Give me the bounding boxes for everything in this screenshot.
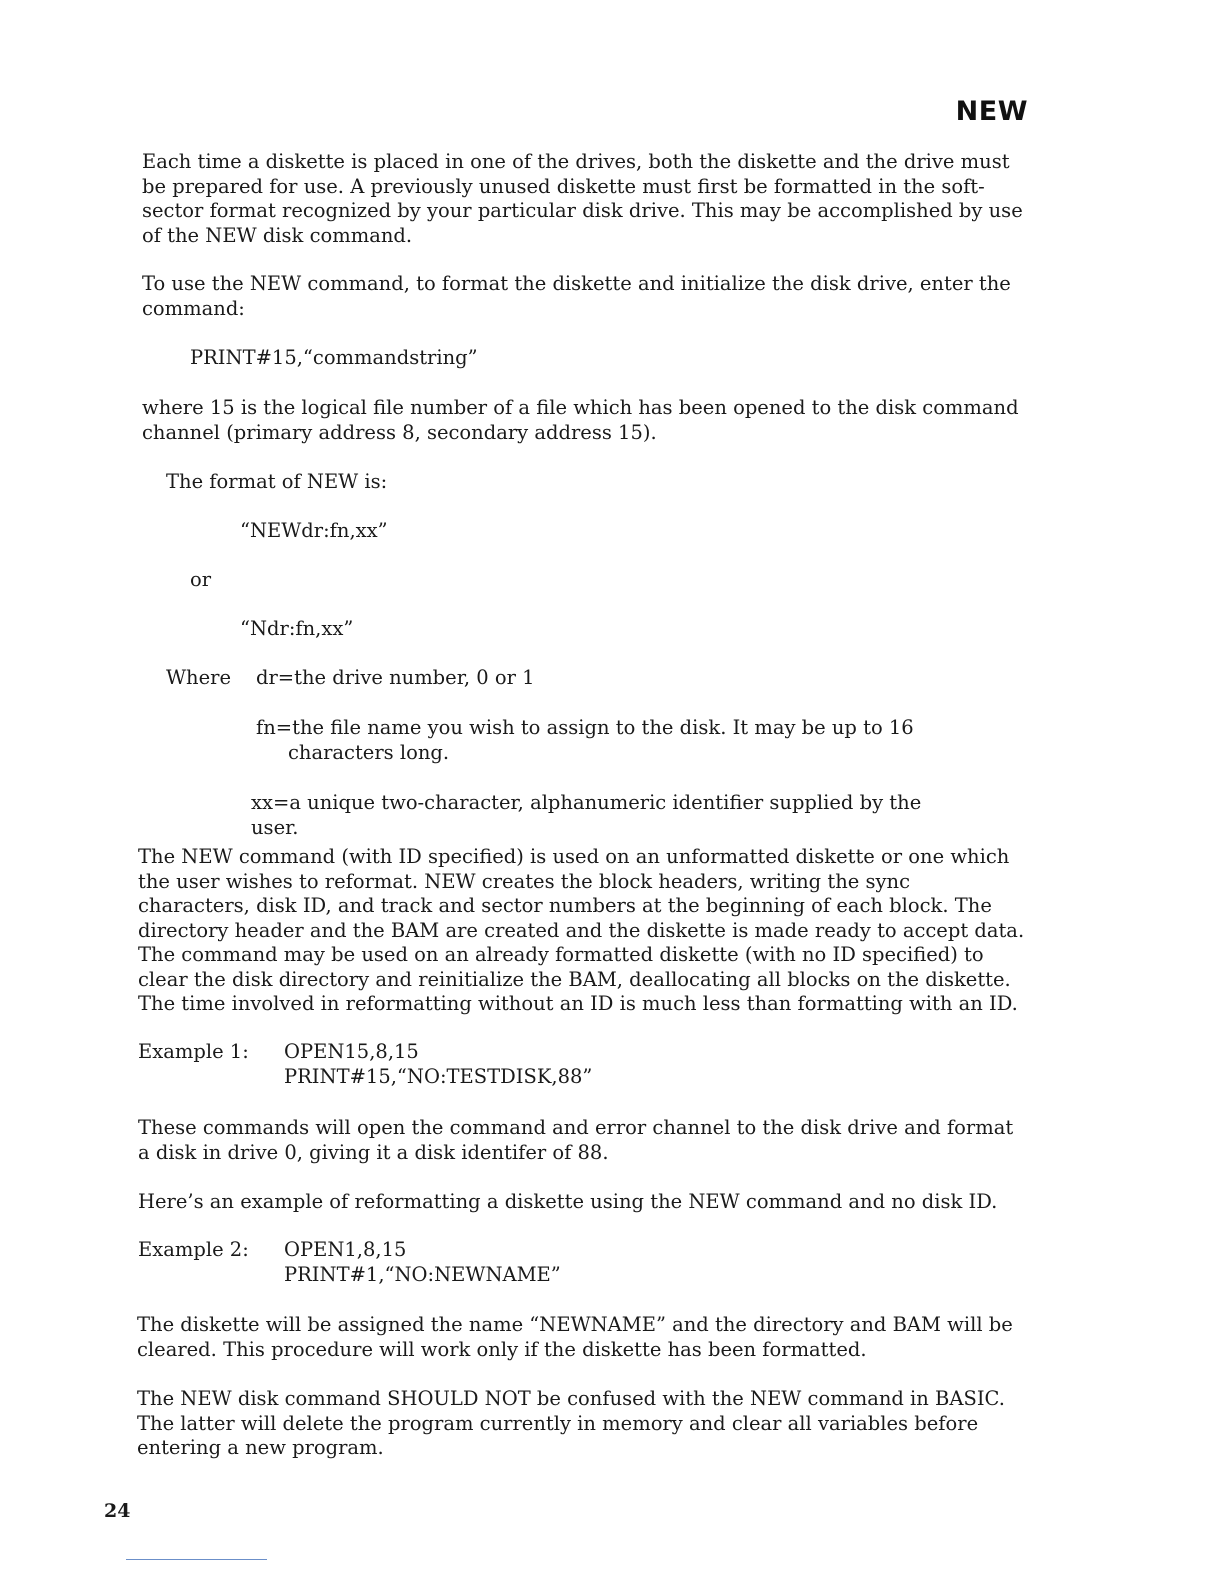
example-2-line-1: OPEN1,8,15 bbox=[284, 1238, 407, 1261]
example-2-intro: Here’s an example of reformatting a diskette using the NEW command and no disk ID. bbox=[138, 1190, 998, 1213]
format-long-code: “NEWdr:fn,xx” bbox=[240, 519, 388, 542]
definition-xx: xx=a unique two-character, alphanumeric identifier supplied by the user. bbox=[251, 791, 922, 839]
footer-divider bbox=[126, 1559, 267, 1560]
where-label: Where bbox=[166, 666, 232, 689]
intro-paragraph: Each time a diskette is placed in one of the drives, both the diskette and the drive must be prepared for use. A previously unused diskette must first be formatted in the soft-sector format recognized by your particular disk drive. This may be accomplished by use of the NEW disk command. bbox=[142, 150, 1023, 247]
warning-paragraph: The NEW disk command SHOULD NOT be confused with the NEW command in BASIC. The latter will delete the program currently in memory and clear all variables before entering a new program. bbox=[137, 1387, 1005, 1459]
example-1-line-1: OPEN15,8,15 bbox=[284, 1040, 419, 1063]
example-1-code bbox=[284, 1040, 592, 1089]
page-number: 24 bbox=[104, 1500, 131, 1522]
example-2-explanation: The diskette will be assigned the name “NEWNAME” and the directory and BAM will be cleared. This procedure will work only if the diskette has been formatted. bbox=[137, 1313, 1013, 1361]
format-short-code: “Ndr:fn,xx” bbox=[240, 617, 354, 640]
usage-paragraph: To use the NEW command, to format the diskette and initialize the disk drive, enter the command: bbox=[142, 272, 1011, 320]
description-paragraph: The NEW command (with ID specified) is used on an unformatted diskette or one which the user wishes to reformat. NEW creates the block headers, writing the sync characters, disk ID, and track and sector numbers at the beginning of each block. The directory header and the BAM are created and the diskette is made ready to accept data. The command may be used on an already formatted diskette (with no ID specified) to clear the disk directory and reinitialize the BAM, deallocating all blocks on the diskette. The time involved in reformatting without an ID is much less than formatting with an ID. bbox=[138, 845, 1025, 1015]
example-2-label: Example 2: bbox=[138, 1238, 249, 1261]
or-label: or bbox=[190, 568, 212, 591]
example-2-line-2: PRINT#1,“NO:NEWNAME” bbox=[284, 1262, 561, 1286]
example-1-label: Example 1: bbox=[138, 1040, 249, 1063]
format-intro-text: The format of NEW is: bbox=[166, 470, 388, 493]
print-command-code: PRINT#15,“commandstring” bbox=[190, 346, 478, 369]
definition-dr: dr=the drive number, 0 or 1 bbox=[256, 666, 535, 689]
example-2-code bbox=[284, 1238, 561, 1287]
definition-fn: fn=the file name you wish to assign to the disk. It may be up to 16 characters long. bbox=[256, 716, 914, 764]
page-heading: NEW bbox=[955, 96, 1028, 127]
channel-paragraph: where 15 is the logical file number of a file which has been opened to the disk command channel (primary address 8, secondary address 15). bbox=[142, 396, 1019, 444]
example-1-line-2: PRINT#15,“NO:TESTDISK,88” bbox=[284, 1064, 593, 1088]
example-1-explanation: These commands will open the command and error channel to the disk drive and format a disk in drive 0, giving it a disk identifer of 88. bbox=[138, 1116, 1014, 1164]
